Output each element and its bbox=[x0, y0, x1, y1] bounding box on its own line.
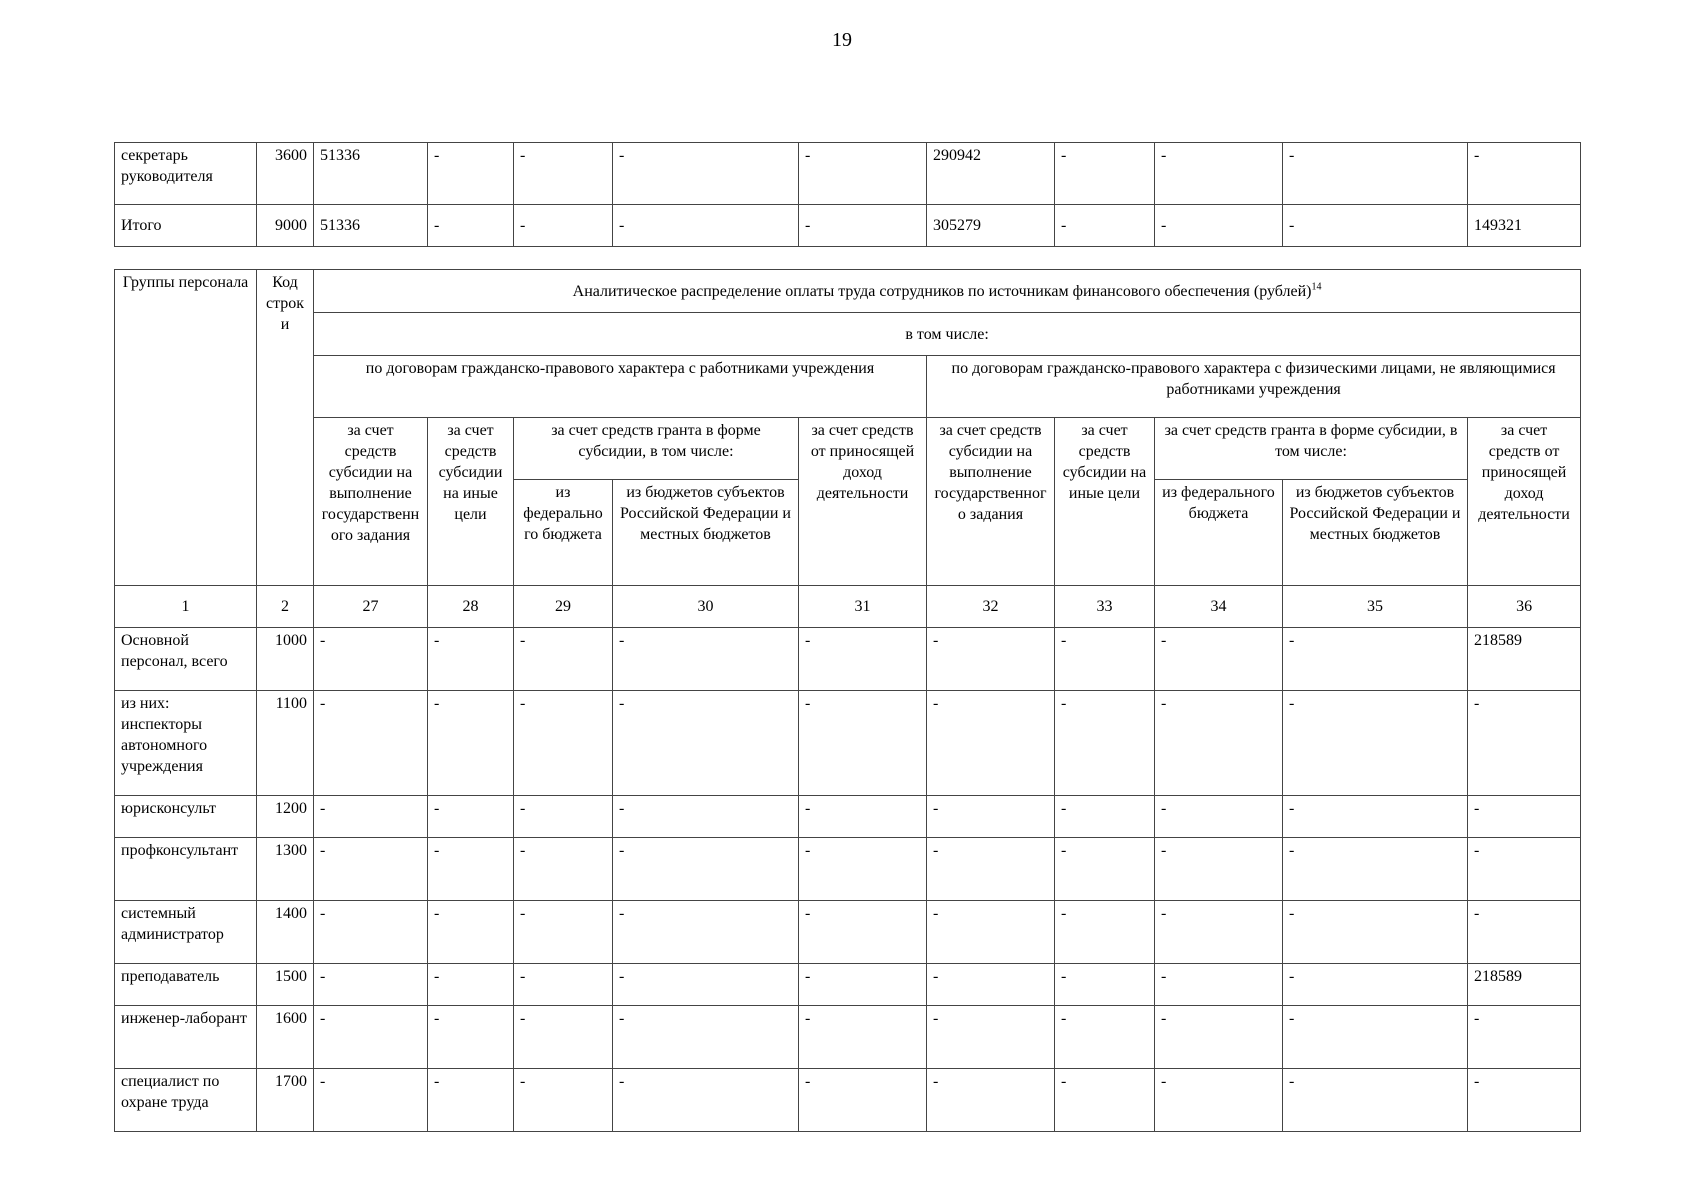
group-cell: профконсультант bbox=[115, 838, 257, 901]
value-cell: - bbox=[613, 1069, 799, 1132]
value-cell: - bbox=[1155, 691, 1283, 796]
value-cell: - bbox=[314, 628, 428, 691]
col34-header: из федерального бюджета bbox=[1155, 480, 1283, 586]
code-cell: 3600 bbox=[257, 143, 314, 205]
value-cell: - bbox=[1055, 1006, 1155, 1069]
value-cell: - bbox=[1283, 1006, 1468, 1069]
value-cell: - bbox=[799, 796, 927, 838]
column-number-cell: 27 bbox=[314, 586, 428, 628]
column-number-cell: 33 bbox=[1055, 586, 1155, 628]
column-number-cell: 32 bbox=[927, 586, 1055, 628]
value-cell: - bbox=[428, 691, 514, 796]
column-number-cell: 30 bbox=[613, 586, 799, 628]
value-cell: - bbox=[314, 1006, 428, 1069]
value-cell: - bbox=[428, 796, 514, 838]
value-cell: - bbox=[613, 901, 799, 964]
code-cell: 1100 bbox=[257, 691, 314, 796]
table-row bbox=[115, 838, 1581, 901]
value-cell: - bbox=[799, 838, 927, 901]
value-cell: - bbox=[1155, 1069, 1283, 1132]
table-row bbox=[115, 1069, 1581, 1132]
grant-header-individuals: за счет средств гранта в форме субсидии, в том числе: bbox=[1155, 418, 1468, 480]
col27-header: за счет средств субсидии на выполнение государственного задания bbox=[314, 418, 428, 586]
value-cell: 51336 bbox=[314, 205, 428, 247]
code-cell: 1700 bbox=[257, 1069, 314, 1132]
value-cell: - bbox=[613, 628, 799, 691]
value-cell: - bbox=[1283, 691, 1468, 796]
col33-header: за счет средств субсидии на иные цели bbox=[1055, 418, 1155, 586]
value-cell: - bbox=[314, 796, 428, 838]
table-row bbox=[115, 796, 1581, 838]
value-cell: - bbox=[1055, 143, 1155, 205]
group-cell: преподаватель bbox=[115, 964, 257, 1006]
value-cell: - bbox=[428, 901, 514, 964]
value-cell: - bbox=[1055, 691, 1155, 796]
value-cell: - bbox=[428, 1069, 514, 1132]
value-cell: - bbox=[1055, 901, 1155, 964]
value-cell: - bbox=[1283, 796, 1468, 838]
value-cell: - bbox=[1155, 796, 1283, 838]
value-cell: - bbox=[1055, 964, 1155, 1006]
salary-table-continuation bbox=[114, 142, 1581, 247]
grant-header-employees: за счет средств гранта в форме субсидии, в том числе: bbox=[514, 418, 799, 480]
column-number-cell: 28 bbox=[428, 586, 514, 628]
value-cell: - bbox=[1283, 901, 1468, 964]
column-number-cell: 34 bbox=[1155, 586, 1283, 628]
group-cell: Итого bbox=[115, 205, 257, 247]
table-row bbox=[115, 628, 1581, 691]
table-row bbox=[115, 205, 1581, 247]
code-cell: 1300 bbox=[257, 838, 314, 901]
value-cell: - bbox=[927, 964, 1055, 1006]
including-header: в том числе: bbox=[314, 313, 1581, 356]
value-cell: - bbox=[514, 1006, 613, 1069]
value-cell: - bbox=[1155, 205, 1283, 247]
value-cell: - bbox=[1155, 628, 1283, 691]
value-cell: - bbox=[1283, 1069, 1468, 1132]
value-cell: - bbox=[514, 796, 613, 838]
col35-header: из бюджетов субъектов Российской Федерации и местных бюджетов bbox=[1283, 480, 1468, 586]
value-cell: - bbox=[799, 205, 927, 247]
code-cell: 9000 bbox=[257, 205, 314, 247]
value-cell: - bbox=[1468, 1069, 1581, 1132]
value-cell: - bbox=[314, 964, 428, 1006]
value-cell: - bbox=[613, 143, 799, 205]
table-row bbox=[115, 143, 1581, 205]
code-cell: 1600 bbox=[257, 1006, 314, 1069]
col36-header: за счет средств от приносящей доход деятельности bbox=[1468, 418, 1581, 586]
value-cell: 51336 bbox=[314, 143, 428, 205]
code-cell: 1500 bbox=[257, 964, 314, 1006]
table-row bbox=[115, 1006, 1581, 1069]
value-cell: - bbox=[927, 1006, 1055, 1069]
value-cell: - bbox=[927, 901, 1055, 964]
value-cell: - bbox=[1468, 796, 1581, 838]
value-cell: - bbox=[428, 838, 514, 901]
group-cell: юрисконсульт bbox=[115, 796, 257, 838]
value-cell: - bbox=[1283, 205, 1468, 247]
value-cell: 290942 bbox=[927, 143, 1055, 205]
groups-header: Группы персонала bbox=[115, 270, 257, 586]
value-cell: - bbox=[799, 901, 927, 964]
value-cell: - bbox=[799, 1006, 927, 1069]
column-number-cell: 31 bbox=[799, 586, 927, 628]
value-cell: - bbox=[799, 1069, 927, 1132]
value-cell: - bbox=[927, 628, 1055, 691]
value-cell: - bbox=[613, 1006, 799, 1069]
column-numbers-row bbox=[115, 586, 1581, 628]
value-cell: - bbox=[514, 691, 613, 796]
value-cell: - bbox=[514, 628, 613, 691]
value-cell: 218589 bbox=[1468, 964, 1581, 1006]
value-cell: - bbox=[1155, 1006, 1283, 1069]
value-cell: - bbox=[428, 964, 514, 1006]
value-cell: - bbox=[1468, 143, 1581, 205]
value-cell: - bbox=[927, 838, 1055, 901]
col28-header: за счет средств субсидии на иные цели bbox=[428, 418, 514, 586]
value-cell: - bbox=[1283, 838, 1468, 901]
value-cell: - bbox=[514, 838, 613, 901]
col30-header: из бюджетов субъектов Российской Федерации и местных бюджетов bbox=[613, 480, 799, 586]
footnote-mark: 14 bbox=[1311, 281, 1322, 293]
value-cell: - bbox=[927, 796, 1055, 838]
value-cell: - bbox=[1055, 628, 1155, 691]
column-number-cell: 29 bbox=[514, 586, 613, 628]
col29-header: из федерального бюджета bbox=[514, 480, 613, 586]
value-cell: - bbox=[314, 691, 428, 796]
value-cell: - bbox=[1055, 838, 1155, 901]
value-cell: - bbox=[428, 143, 514, 205]
value-cell: - bbox=[799, 143, 927, 205]
page-number: 19 bbox=[832, 29, 852, 51]
group-cell: специалист по охране труда bbox=[115, 1069, 257, 1132]
value-cell: - bbox=[1468, 691, 1581, 796]
value-cell: - bbox=[1055, 1069, 1155, 1132]
value-cell: - bbox=[514, 964, 613, 1006]
value-cell: - bbox=[799, 691, 927, 796]
value-cell: - bbox=[428, 1006, 514, 1069]
value-cell: - bbox=[799, 964, 927, 1006]
value-cell: - bbox=[1468, 1006, 1581, 1069]
value-cell: - bbox=[314, 901, 428, 964]
value-cell: - bbox=[314, 1069, 428, 1132]
group-cell: Основной персонал, всего bbox=[115, 628, 257, 691]
table-row bbox=[115, 964, 1581, 1006]
value-cell: - bbox=[1468, 838, 1581, 901]
value-cell: - bbox=[514, 205, 613, 247]
value-cell: 218589 bbox=[1468, 628, 1581, 691]
col31-header: за счет средств от приносящей доход деятельности bbox=[799, 418, 927, 586]
value-cell: - bbox=[1283, 964, 1468, 1006]
value-cell: - bbox=[613, 691, 799, 796]
code-cell: 1000 bbox=[257, 628, 314, 691]
table-row bbox=[115, 901, 1581, 964]
code-cell: 1400 bbox=[257, 901, 314, 964]
column-number-cell: 1 bbox=[115, 586, 257, 628]
table-row bbox=[115, 691, 1581, 796]
code-header: Код строк и bbox=[257, 270, 314, 586]
code-cell: 1200 bbox=[257, 796, 314, 838]
value-cell: - bbox=[1283, 628, 1468, 691]
salary-distribution-table bbox=[114, 269, 1581, 1132]
value-cell: - bbox=[613, 205, 799, 247]
value-cell: - bbox=[428, 628, 514, 691]
value-cell: - bbox=[1155, 964, 1283, 1006]
value-cell: - bbox=[1155, 901, 1283, 964]
individuals-contracts-header: по договорам гражданско-правового характера с физическими лицами, не являющимися работниками учреждения bbox=[927, 356, 1581, 418]
group-cell: системный администратор bbox=[115, 901, 257, 964]
column-number-cell: 2 bbox=[257, 586, 314, 628]
value-cell: - bbox=[1055, 205, 1155, 247]
group-cell: секретарь руководителя bbox=[115, 143, 257, 205]
value-cell: - bbox=[613, 964, 799, 1006]
value-cell: - bbox=[799, 628, 927, 691]
value-cell: - bbox=[927, 1069, 1055, 1132]
value-cell: - bbox=[613, 796, 799, 838]
value-cell: 149321 bbox=[1468, 205, 1581, 247]
column-number-cell: 35 bbox=[1283, 586, 1468, 628]
value-cell: 305279 bbox=[927, 205, 1055, 247]
main-title-header: Аналитическое распределение оплаты труда сотрудников по источникам финансового обеспечения (рублей)$^{14}$ bbox=[314, 270, 1581, 313]
group-cell: инженер-лаборант bbox=[115, 1006, 257, 1069]
value-cell: - bbox=[613, 838, 799, 901]
value-cell: - bbox=[1468, 901, 1581, 964]
value-cell: - bbox=[1155, 143, 1283, 205]
value-cell: - bbox=[514, 901, 613, 964]
value-cell: - bbox=[314, 838, 428, 901]
column-number-cell: 36 bbox=[1468, 586, 1581, 628]
group-cell: из них: инспекторы автономного учреждения bbox=[115, 691, 257, 796]
col32-header: за счет средств субсидии на выполнение государственного задания bbox=[927, 418, 1055, 586]
value-cell: - bbox=[1055, 796, 1155, 838]
value-cell: - bbox=[428, 205, 514, 247]
value-cell: - bbox=[927, 691, 1055, 796]
employees-contracts-header: по договорам гражданско-правового характера с работниками учреждения bbox=[314, 356, 927, 418]
value-cell: - bbox=[514, 1069, 613, 1132]
value-cell: - bbox=[1283, 143, 1468, 205]
value-cell: - bbox=[514, 143, 613, 205]
value-cell: - bbox=[1155, 838, 1283, 901]
